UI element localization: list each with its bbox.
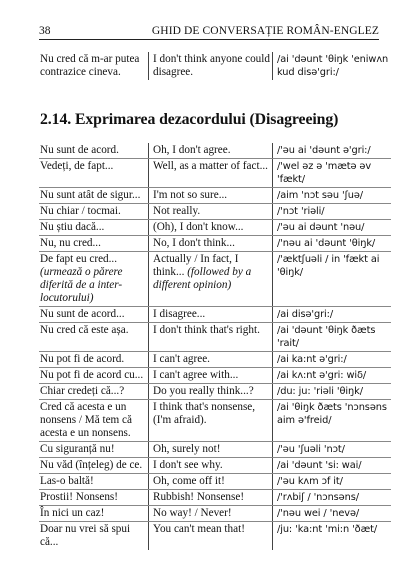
english-cell: Oh, surely not! (149, 442, 273, 458)
page-number: 38 (39, 25, 51, 37)
pronunciation-cell: /ai kʌ:nt ə'gri: wiδ/ (273, 368, 392, 384)
english-cell: I don't think that's right. (149, 323, 273, 352)
pronunciation-cell: /'nəu ai 'dəunt 'θiŋk/ (273, 236, 392, 252)
english-cell: Oh, come off it! (149, 474, 273, 490)
romanian-cell: Cred că acesta e un nonsens / Mă tem că acesta e un nonsens. (39, 400, 149, 442)
running-title: GHID DE CONVERSAȚIE ROMÂN-ENGLEZ (151, 25, 379, 37)
table-row (39, 506, 391, 522)
page-header (39, 22, 379, 40)
table-row (39, 458, 391, 474)
english-cell (149, 252, 273, 307)
english-cell: I don't think anyone could disagree. (149, 52, 273, 80)
romanian-cell: Vedeți, de fapt... (39, 159, 149, 188)
pronunciation-cell: /'nəu wei / 'nevə/ (273, 506, 392, 522)
pronunciation-cell: /'wel əz ə 'mætə əv 'fækt/ (273, 159, 392, 188)
table-row (39, 307, 391, 323)
table-row (39, 400, 391, 442)
romanian-cell: Nu știu dacă... (39, 220, 149, 236)
english-cell: Rubbish! Nonsense! (149, 490, 273, 506)
english-cell: I disagree... (149, 307, 273, 323)
romanian-cell: În nici un caz! (39, 506, 149, 522)
romanian-cell: Las-o baltă! (39, 474, 149, 490)
english-phrase: Actually / In fact, I think... (153, 253, 239, 278)
romanian-phrase: De fapt eu cred... (40, 253, 118, 265)
english-cell: I can't agree. (149, 352, 273, 368)
pronunciation-cell: /'æktʃuəli / in 'fækt ai 'θiŋk/ (273, 252, 392, 307)
romanian-cell: Nu sunt atât de sigur... (39, 188, 149, 204)
romanian-cell: Nu pot fi de acord. (39, 352, 149, 368)
romanian-cell: Nu cred că este așa. (39, 323, 149, 352)
table-row (39, 490, 391, 506)
pronunciation-cell: /ai disə'gri:/ (273, 307, 392, 323)
pronunciation-cell: /'əu kʌm ɔf it/ (273, 474, 392, 490)
pronunciation-cell: /aim 'nɔt səu 'ʃuə/ (273, 188, 392, 204)
pronunciation-cell: /'əu 'ʃuəli 'nɔt/ (273, 442, 392, 458)
table-row (39, 442, 391, 458)
table-row (39, 384, 391, 400)
english-cell: I can't agree with... (149, 368, 273, 384)
english-cell: Not really. (149, 204, 273, 220)
romanian-cell: Nu, nu cred... (39, 236, 149, 252)
english-cell: I think that's nonsense, (I'm afraid). (149, 400, 273, 442)
romanian-cell: Prostii! Nonsens! (39, 490, 149, 506)
english-cell: Oh, I don't agree. (149, 143, 273, 159)
romanian-cell: Nu sunt de acord. (39, 143, 149, 159)
romanian-cell (39, 252, 149, 307)
table-row (39, 368, 391, 384)
english-cell: You can't mean that! (149, 522, 273, 551)
table-row (39, 143, 391, 159)
section-title: 2.14. Exprimarea dezacordului (Disagreeing) (40, 111, 339, 128)
english-cell: I'm not so sure... (149, 188, 273, 204)
pronunciation-cell: /ai 'dəunt 'θiŋk 'eniwʌn kud disə'gri:/ (277, 54, 389, 78)
table-row (39, 474, 391, 490)
romanian-cell: Nu sunt de acord... (39, 307, 149, 323)
romanian-cell: Chiar credeți că...? (39, 384, 149, 400)
pronunciation-cell: /'nɔt 'riəli/ (273, 204, 392, 220)
table-row (39, 52, 391, 80)
english-note: (followed by a different opinion) (153, 266, 252, 291)
english-cell: No way! / Never! (149, 506, 273, 522)
romanian-cell: Nu cred că m-ar putea contrazice cineva. (39, 52, 149, 80)
pronunciation-cell: /ai 'dəunt 'θiŋk ðæts 'rait/ (273, 323, 392, 352)
english-cell: Well, as a matter of fact... (149, 159, 273, 188)
table-row (39, 159, 391, 188)
pronunciation-cell: /du: ju: 'riəli 'θiŋk/ (273, 384, 392, 400)
pronunciation-cell: /ai 'θiŋk ðæts 'nɔnsəns aim ə'freid/ (273, 400, 392, 442)
pronunciation-cell: /ju: 'ka:nt 'mi:n 'ðæt/ (277, 524, 378, 535)
table-row (39, 188, 391, 204)
romanian-cell: Nu chiar / tocmai. (39, 204, 149, 220)
english-cell: I don't see why. (149, 458, 273, 474)
pronunciation-cell: /'rʌbiʃ / 'nɔnsəns/ (273, 490, 392, 506)
pronunciation-cell: /'əu ai dəunt 'nəu/ (273, 220, 392, 236)
pronunciation-cell: /ai 'dəunt 'si: wai/ (273, 458, 392, 474)
phrase-table (39, 143, 391, 550)
romanian-cell: Nu văd (înțeleg) de ce. (39, 458, 149, 474)
table-row (39, 252, 391, 307)
table-row (39, 204, 391, 220)
table-row (39, 522, 391, 551)
table-row (39, 236, 391, 252)
table-row (39, 352, 391, 368)
pronunciation-cell: /ai ka:nt ə'gri:/ (273, 352, 392, 368)
romanian-cell: Doar nu vrei să spui că... (39, 522, 149, 551)
romanian-cell: Cu siguranță nu! (39, 442, 149, 458)
intro-phrase-table (39, 52, 391, 80)
english-cell: (Oh), I don't know... (149, 220, 273, 236)
romanian-cell: Nu pot fi de acord cu... (39, 368, 149, 384)
romanian-note: (urmează o părere diferită de a inter-locutorului) (40, 266, 123, 304)
table-row (39, 220, 391, 236)
english-cell: Do you really think...? (149, 384, 273, 400)
pronunciation-cell: /'əu ai 'dəunt ə'gri:/ (273, 143, 392, 159)
english-cell: No, I don't think... (149, 236, 273, 252)
table-row (39, 323, 391, 352)
